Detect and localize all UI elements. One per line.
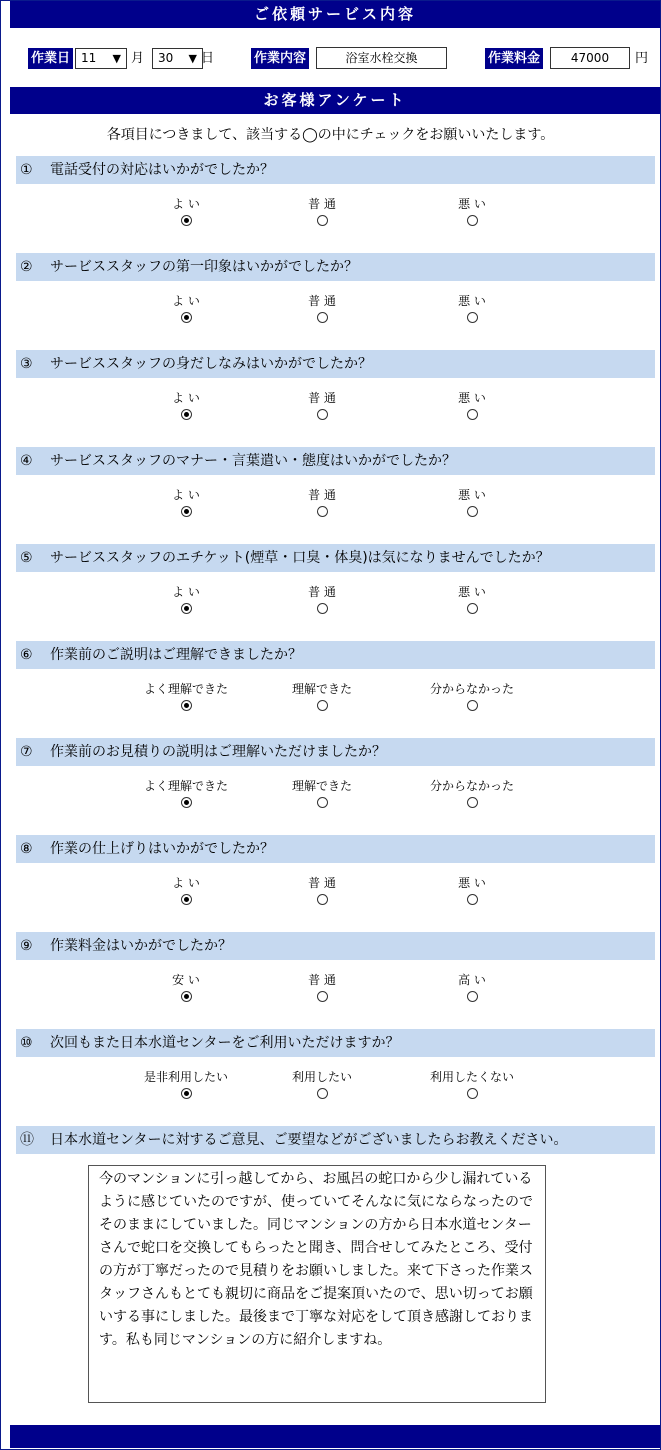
day-select[interactable] [152,48,203,69]
option-1-3[interactable] [412,197,532,226]
option-label: 普 通 [308,391,336,405]
option-10-2[interactable] [262,1070,382,1099]
option-5-3[interactable] [412,585,532,614]
question-text: 次回もまた日本水道センターをご利用いただけますか？ [50,1035,400,1051]
option-label: 普 通 [308,488,336,502]
option-4-2[interactable] [262,488,382,517]
option-6-2[interactable] [262,682,382,711]
radio-button[interactable] [467,312,478,323]
option-2-1[interactable] [126,294,246,323]
question-4 [16,447,655,475]
option-label: 理解できた [291,779,352,793]
radio-button[interactable] [317,603,328,614]
radio-button[interactable] [467,603,478,614]
option-label: 悪 い [458,876,486,890]
radio-button[interactable] [467,506,478,517]
fee-field[interactable]: 47000 [550,47,630,69]
question-8 [16,835,655,863]
radio-button[interactable] [181,603,192,614]
option-label: 分からなかった [429,682,514,696]
work-date-label: 作業日 [28,48,73,69]
radio-button[interactable] [467,797,478,808]
radio-button[interactable] [181,1088,192,1099]
option-7-1[interactable] [126,779,246,808]
option-6-1[interactable] [126,682,246,711]
option-label: 悪 い [458,294,486,308]
option-3-1[interactable] [126,391,246,420]
radio-button[interactable] [181,700,192,711]
option-9-2[interactable] [262,973,382,1002]
option-label: よ い [172,391,200,405]
question-text: サービススタッフのマナー・言葉遣い・態度はいかがでしたか？ [50,453,456,469]
radio-button[interactable] [181,991,192,1002]
option-2-3[interactable] [412,294,532,323]
question-text: 電話受付の対応はいかがでしたか？ [50,162,274,178]
question-number: ⑦ [20,744,33,760]
survey-header: お客様アンケート [10,87,660,114]
radio-button[interactable] [317,312,328,323]
month-select[interactable] [75,48,127,69]
option-label: 悪 い [458,488,486,502]
radio-button[interactable] [317,1088,328,1099]
radio-button[interactable] [181,312,192,323]
option-9-1[interactable] [126,973,246,1002]
question-text: サービススタッフのエチケット(煙草・口臭・体臭)は気になりませんでしたか？ [50,550,550,566]
question-number: ⑩ [20,1035,33,1051]
option-5-1[interactable] [126,585,246,614]
option-label: よ い [172,585,200,599]
option-3-3[interactable] [412,391,532,420]
radio-button[interactable] [181,797,192,808]
month-unit: 月 [131,51,145,66]
option-9-3[interactable] [412,973,532,1002]
option-label: 普 通 [308,585,336,599]
question-number: ⑥ [20,647,33,663]
radio-button[interactable] [467,700,478,711]
question-text: 作業前のご説明はご理解できましたか？ [50,647,302,663]
radio-button[interactable] [317,797,328,808]
intro-text: 各項目につきまして、該当する◯の中にチェックをお願いいたします。 [106,127,555,143]
radio-button[interactable] [317,409,328,420]
question-2 [16,253,655,281]
option-7-3[interactable] [412,779,532,808]
option-8-3[interactable] [412,876,532,905]
fee-label: 作業料金 [485,48,543,69]
question-3 [16,350,655,378]
question-number: ⑧ [20,841,33,857]
dropdown-arrow-icon: ▼ [188,52,197,65]
option-label: 分からなかった [429,779,514,793]
question-10 [16,1029,655,1057]
radio-button[interactable] [317,894,328,905]
radio-button[interactable] [467,409,478,420]
option-label: 是非利用したい [143,1070,228,1084]
option-10-3[interactable] [412,1070,532,1099]
radio-button[interactable] [467,991,478,1002]
question-number: ① [20,162,33,178]
option-8-1[interactable] [126,876,246,905]
option-label: 悪 い [458,391,486,405]
radio-button[interactable] [181,894,192,905]
option-1-1[interactable] [126,197,246,226]
option-1-2[interactable] [262,197,382,226]
question-11 [16,1126,655,1154]
day-value: 30 [158,51,174,65]
comment-textarea[interactable]: 今のマンションに引っ越してから、お風呂の蛇口から少し漏れているように感じていたのですが、使っていてそんなに気にならなったのでそのままにしていました。同じマンションの方から日本水道センターさんで蛇口を交換してもらったと聞き、問合せしてみたところ、受付の方が丁寧だったので見積りをお願いしました。来て下さった作業スタッフさんもとても親切に商品をご提案頂いたので、思い切ってお願いする事にしました。最後まで丁寧な対応をして頂き感謝しております。私も同じマンションの方に紹介しますね。 [88,1165,546,1403]
question-number: ⑤ [20,550,33,566]
question-number: ④ [20,453,33,469]
option-label: 普 通 [308,197,336,211]
option-label: 普 通 [308,294,336,308]
radio-button[interactable] [181,215,192,226]
option-label: 理解できた [291,682,352,696]
option-label: 利用したい [291,1070,352,1084]
option-label: よ い [172,197,200,211]
question-text: 日本水道センターに対するご意見、ご要望などがございましたらお教えください。 [50,1132,568,1148]
option-2-2[interactable] [262,294,382,323]
radio-button[interactable] [317,991,328,1002]
option-label: よく理解できた [143,779,228,793]
option-4-1[interactable] [126,488,246,517]
work-content-field[interactable]: 浴室水栓交換 [316,47,447,69]
service-header: ご依頼サービス内容 [10,1,660,28]
option-label: 悪 い [458,197,486,211]
question-7 [16,738,655,766]
footer-bar [10,1425,660,1448]
option-label: よく理解できた [143,682,228,696]
option-5-2[interactable] [262,585,382,614]
question-text: サービススタッフの第一印象はいかがでしたか？ [50,259,358,275]
option-label: 安 い [172,973,200,987]
question-1 [16,156,655,184]
question-text: 作業前のお見積りの説明はご理解いただけましたか？ [50,744,386,760]
option-3-2[interactable] [262,391,382,420]
question-number: ③ [20,356,33,372]
question-number: ⑪ [20,1132,34,1148]
radio-button[interactable] [181,506,192,517]
option-label: よ い [172,488,200,502]
radio-button[interactable] [317,215,328,226]
dropdown-arrow-icon: ▼ [112,52,121,65]
option-label: 普 通 [308,973,336,987]
option-4-3[interactable] [412,488,532,517]
question-6 [16,641,655,669]
work-content-label: 作業内容 [251,48,309,69]
option-label: 普 通 [308,876,336,890]
option-label: 悪 い [458,585,486,599]
option-label: 利用したくない [429,1070,514,1084]
question-text: 作業料金はいかがでしたか？ [50,938,232,954]
radio-button[interactable] [467,215,478,226]
option-8-2[interactable] [262,876,382,905]
question-text: 作業の仕上げりはいかがでしたか？ [50,841,274,857]
radio-button[interactable] [467,1088,478,1099]
radio-button[interactable] [467,894,478,905]
option-10-1[interactable] [126,1070,246,1099]
fee-unit: 円 [635,51,649,66]
option-label: よ い [172,876,200,890]
question-number: ⑨ [20,938,33,954]
question-number: ② [20,259,33,275]
radio-button[interactable] [181,409,192,420]
radio-button[interactable] [317,506,328,517]
question-text: サービススタッフの身だしなみはいかがでしたか？ [50,356,372,372]
month-value: 11 [81,51,97,65]
question-5 [16,544,655,572]
radio-button[interactable] [317,700,328,711]
option-7-2[interactable] [262,779,382,808]
option-label: 高 い [458,973,486,987]
option-6-3[interactable] [412,682,532,711]
option-label: よ い [172,294,200,308]
day-unit: 日 [201,51,215,66]
question-9 [16,932,655,960]
